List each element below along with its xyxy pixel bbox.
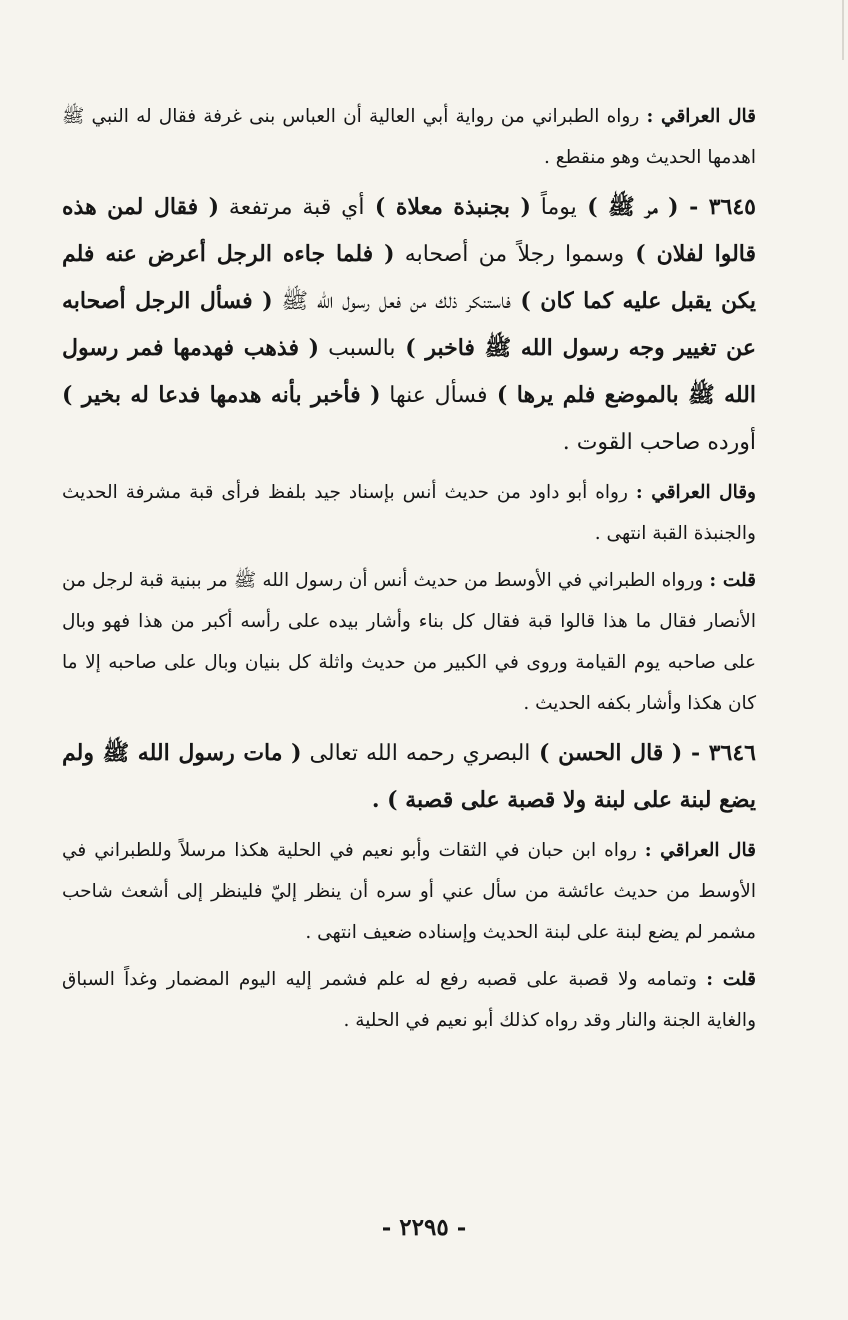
commentary-text: رواه أبو داود من حديث أنس بإسناد جيد بلفظ فرأى قبة مشرفة الحديث والجنبذة القبة انتهى . bbox=[62, 482, 756, 544]
commentary-label: قلت : bbox=[706, 969, 756, 990]
scan-edge-mark bbox=[842, 0, 844, 60]
hadith-quote: ( فلما جاءه الرجل أعرض عنه فلم يكن يقبل عليه كما كان ) bbox=[62, 241, 757, 314]
hadith-paragraph bbox=[62, 184, 756, 466]
hadith-gloss: أي قبة مرتفعة bbox=[219, 195, 365, 220]
commentary-paragraph bbox=[62, 560, 756, 724]
commentary-label: قلت : bbox=[709, 570, 756, 591]
hadith-quote: ( مر ﷺ ) bbox=[576, 194, 679, 220]
commentary-label: قال العراقي : bbox=[644, 840, 756, 861]
hadith-gloss: البصري رحمه الله تعالى bbox=[301, 741, 531, 766]
commentary-paragraph bbox=[62, 959, 756, 1041]
commentary-paragraph bbox=[62, 96, 756, 178]
hadith-paragraph bbox=[62, 730, 756, 824]
hadith-number: ٣٦٤٥ - bbox=[678, 194, 756, 220]
hadith-quote: ( قال الحسن ) bbox=[530, 740, 683, 766]
hadith-number: ٣٦٤٦ - bbox=[682, 740, 756, 766]
hadith-gloss: بالسبب bbox=[319, 336, 396, 361]
hadith-quote: ( فذهب فهدمها فمر رسول الله ﷺ بالموضع فلم يرها ) bbox=[62, 335, 756, 408]
commentary-text: رواه الطبراني من رواية أبي العالية أن العباس بنى غرفة فقال له النبي ﷺ اهدمها الحديث وهو منقطع . bbox=[62, 106, 756, 168]
commentary-label: قال العراقي : bbox=[646, 106, 757, 127]
commentary-text: وتمامه ولا قصبة على قصبه رفع له علم فشمر إليه اليوم المضمار وغداً السباق والغاية الجنة والنار وقد رواه كذلك أبو نعيم في الحلية . bbox=[62, 969, 756, 1031]
hadith-gloss: فاستنكر ذلك من فعل رسول الله ﷺ bbox=[272, 289, 511, 314]
commentary-text: ورواه الطبراني في الأوسط من حديث أنس أن رسول الله ﷺ مر ببنية قبة لرجل من الأنصار فقال ما هذا قالوا قبة فقال كل بناء وأشار بيده على رأسه أكبر من هذا فهو وبال على صاحبه يوم القيامة وروى في الكبير من حديث واثلة كل بنيان وبال على صاحبه إلا ما كان هكذا وأشار بكفه الحديث . bbox=[62, 570, 756, 714]
page-number: - ٢٢٩٥ - bbox=[381, 1214, 467, 1241]
commentary-paragraph bbox=[62, 472, 756, 554]
hadith-quote: ( فقال لمن هذه قالوا لفلان ) bbox=[62, 194, 757, 267]
commentary-label: وقال العراقي : bbox=[635, 482, 756, 503]
page-body bbox=[62, 96, 756, 1047]
commentary-text: رواه ابن حبان في الثقات وأبو نعيم في الحلية هكذا مرسلاً وللطبراني في الأوسط من حديث عائشة من سأل عني أو سره أن ينظر إليّ فلينظر إلى أشعث شاحب مشمر لم يضع لبنة على لبنة الحديث وإسناده ضعيف انتهى . bbox=[62, 840, 756, 943]
hadith-gloss: وسموا رجلاً من أصحابه bbox=[394, 242, 625, 267]
hadith-quote: ( فسأل الرجل أصحابه عن تغيير وجه رسول الله ﷺ فاخبر ) bbox=[62, 288, 757, 361]
hadith-quote: ( فأخبر بأنه هدمها فدعا له بخير ) bbox=[62, 382, 381, 408]
hadith-gloss: فسأل عنها bbox=[380, 383, 488, 408]
hadith-quote: ( بجنبذة معلاة ) bbox=[364, 194, 531, 220]
hadith-gloss: يوماً bbox=[530, 195, 577, 220]
hadith-gloss: أورده صاحب القوت . bbox=[562, 430, 756, 455]
commentary-paragraph bbox=[62, 830, 756, 953]
hadith-quote: ( مات رسول الله ﷺ ولم يضع لبنة على لبنة ولا قصبة على قصبة ) . bbox=[62, 740, 756, 813]
